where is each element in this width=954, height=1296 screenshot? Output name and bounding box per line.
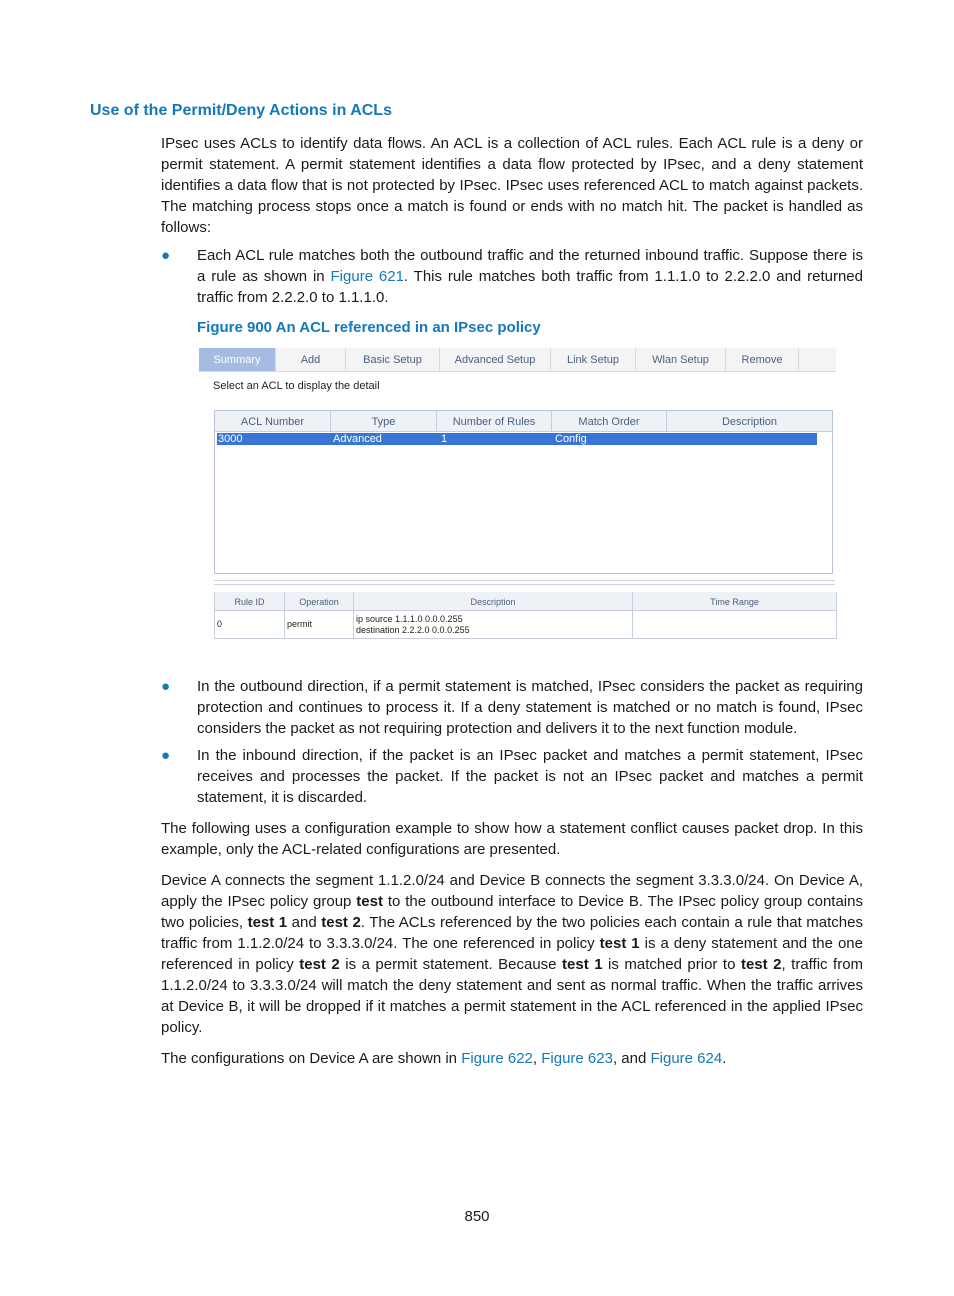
text-span: to the outbound interface to Device B. The IPsec policy group contains two policies,	[161, 893, 863, 931]
cell-rule-id: 0	[215, 611, 285, 638]
tab-link-setup[interactable]: Link Setup	[551, 348, 636, 371]
text-span: . This rule matches both traffic from 1.1.1.0 to 2.2.2.0 and returned traffic from 2.2.2.0 to 1.1.1.0.	[197, 268, 863, 306]
figure-caption: Figure 900 An ACL referenced in an IPsec policy	[197, 319, 541, 336]
col-match-order[interactable]: Match Order	[552, 411, 667, 431]
cell-rules: 1	[441, 433, 448, 445]
tab-add[interactable]: Add	[276, 348, 346, 371]
bold-term: test 1	[562, 956, 603, 973]
section-heading: Use of the Permit/Deny Actions in ACLs	[90, 102, 392, 119]
text-span: . The ACLs referenced by the two policies each contain a rule that matches traffic from 1.1.2.0/24 to 3.3.3.0/24. The one referenced in policy	[161, 914, 863, 952]
text-span: , traffic from 1.1.2.0/24 to 3.3.3.0/24 will match the deny statement and sent as normal traffic. When the traffic arrives at Device B, it will be dropped if it matches a permit statement in the ACL referenced in the applied IPsec policy.	[161, 956, 864, 1036]
bold-term: test	[356, 893, 383, 910]
text-span: is matched prior to	[602, 956, 741, 973]
col-acl-number[interactable]: ACL Number	[215, 411, 331, 431]
bullet-icon: ●	[161, 678, 171, 695]
text-span: , and	[612, 1050, 651, 1067]
cell-time-range	[633, 611, 837, 638]
col-type[interactable]: Type	[331, 411, 437, 431]
bold-term: test 2	[299, 956, 340, 973]
acl-table	[214, 410, 833, 574]
bold-term: test 2	[740, 956, 782, 973]
select-acl-label: Select an ACL to display the detail	[213, 380, 380, 392]
tab-wlan-setup[interactable]: Wlan Setup	[636, 348, 726, 371]
tab-summary[interactable]: Summary	[199, 348, 276, 371]
text-span: ,	[532, 1050, 542, 1067]
col-rule-description[interactable]: Description	[354, 592, 633, 610]
bullet-icon: ●	[161, 247, 171, 264]
rule-desc-line-1: ip source 1.1.1.0 0.0.0.255	[356, 614, 463, 624]
paragraph-device-config	[161, 870, 863, 1038]
cell-operation: permit	[285, 611, 354, 638]
cell-rule-description	[354, 611, 633, 638]
text-span: is a permit statement. Because	[339, 956, 563, 973]
text-span: The configurations on Device A are shown in	[161, 1050, 462, 1067]
text-span: .	[722, 1050, 727, 1067]
rule-desc-line-2: destination 2.2.2.0 0.0.0.255	[356, 625, 470, 635]
paragraph-figures-ref	[161, 1048, 863, 1069]
text-span: Device A connects the segment 1.1.2.0/24 and Device B connects the segment 3.3.3.0/24. On Device A, apply the IPsec policy group	[161, 872, 863, 910]
bold-term: test 1	[247, 914, 288, 931]
divider	[214, 580, 835, 585]
tab-bar	[199, 348, 836, 372]
figure-622-link[interactable]: Figure 622	[461, 1050, 533, 1067]
page-number: 850	[464, 1208, 490, 1225]
bullet-text: In the inbound direction, if the packet is an IPsec packet and matches a permit statement, IPsec receives and processes the packet. If the packet is not an IPsec packet and matches a permit statement, it is discarded.	[197, 747, 863, 806]
rule-table-header	[215, 592, 837, 611]
cell-type: Advanced	[333, 433, 382, 445]
bold-term: test 2	[321, 914, 361, 931]
col-rule-id[interactable]: Rule ID	[215, 592, 285, 610]
table-row[interactable]	[217, 433, 817, 445]
tab-remove[interactable]: Remove	[726, 348, 799, 371]
cell-acl-number: 3000	[218, 433, 243, 445]
figure-624-link[interactable]: Figure 624	[650, 1050, 723, 1067]
tab-advanced-setup[interactable]: Advanced Setup	[440, 348, 551, 371]
acl-table-header	[215, 411, 832, 432]
col-time-range[interactable]: Time Range	[633, 592, 837, 610]
tab-basic-setup[interactable]: Basic Setup	[346, 348, 440, 371]
intro-paragraph: IPsec uses ACLs to identify data flows. An ACL is a collection of ACL rules. Each ACL rule is a deny or permit statement. A permit statement identifies a data flow protected by IPsec, and a deny statement identifies a data flow that is not protected by IPsec. IPsec uses referenced ACL to match against packets. The matching process stops once a match is found or ends with no match hit. The packet is handled as follows:	[161, 135, 863, 236]
paragraph-conflict-intro: The following uses a configuration example to show how a statement conflict causes packet drop. In this example, only the ACL-related configurations are presented.	[161, 820, 863, 858]
col-description[interactable]: Description	[721, 416, 778, 428]
text-span: is a deny statement and the one referenced in policy	[161, 935, 863, 973]
bullet-text	[197, 245, 863, 308]
text-span: and	[287, 914, 322, 931]
acl-figure	[199, 348, 836, 640]
bullet-icon: ●	[161, 747, 171, 764]
col-number-of-rules[interactable]: Number of Rules	[437, 411, 552, 431]
cell-match-order: Config	[555, 433, 587, 445]
bold-term: test 1	[599, 935, 640, 952]
col-operation[interactable]: Operation	[285, 592, 354, 610]
text-span: Each ACL rule matches both the outbound traffic and the returned inbound traffic. Suppose there is a rule as shown in	[197, 247, 863, 285]
figure-621-link[interactable]: Figure 621	[330, 268, 404, 285]
bullet-text: In the outbound direction, if a permit statement is matched, IPsec considers the packet as requiring protection and continues to process it. If a deny statement is matched or no match is found, IPsec considers the packet as not requiring protection and delivers it to the next function module.	[197, 678, 863, 737]
figure-623-link[interactable]: Figure 623	[541, 1050, 613, 1067]
rule-table	[214, 592, 837, 639]
